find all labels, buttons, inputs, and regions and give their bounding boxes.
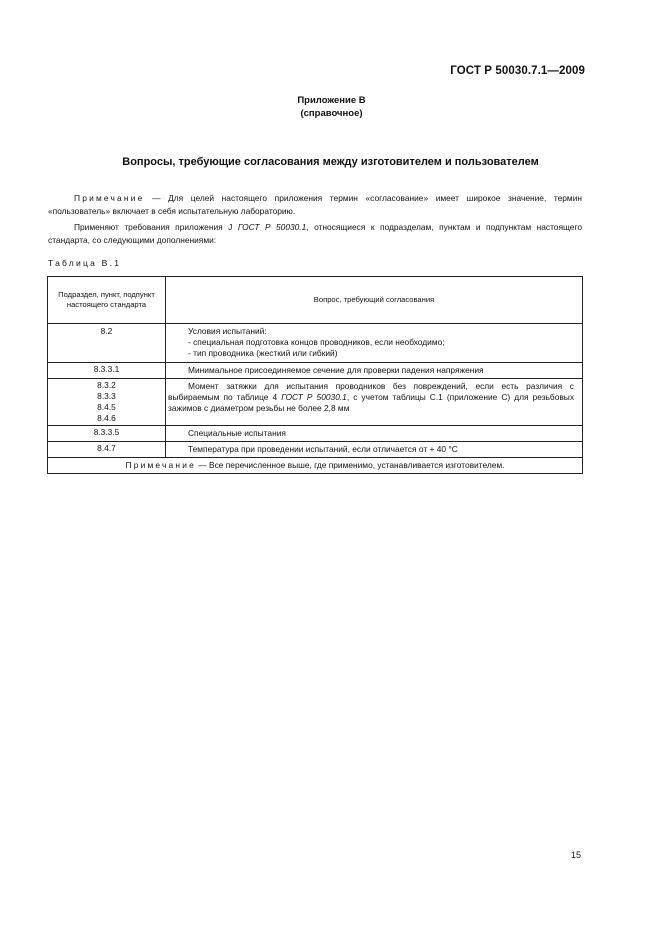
table-row bbox=[48, 426, 583, 442]
row-question bbox=[166, 379, 583, 426]
clause-line: 8.3.2 bbox=[97, 380, 116, 390]
row-clause: 8.4.7 bbox=[48, 442, 166, 458]
row-question: Минимальное присоединяемое сечение для проверки падения напряжения bbox=[166, 363, 583, 379]
note-text: — Для целей настоящего приложения термин «согласование» имеет широкое значение, термин «пользователь» включает в себя испытательную лабораторию. bbox=[48, 193, 582, 216]
row-question: Температура при проведении испытаний, если отличается от + 40 °С bbox=[166, 442, 583, 458]
requirements-paragraph bbox=[48, 221, 582, 246]
annex-subtitle: (справочное) bbox=[300, 108, 363, 119]
page-number: 15 bbox=[570, 850, 581, 860]
table-row bbox=[48, 442, 583, 458]
table-row bbox=[48, 379, 583, 426]
header-question: Вопрос, требующий согласования bbox=[166, 277, 583, 324]
agreement-table bbox=[47, 276, 583, 474]
row-question: Специальные испытания bbox=[166, 426, 583, 442]
table-row bbox=[48, 363, 583, 379]
table-note-label: Примечание bbox=[125, 460, 196, 470]
clause-line: 8.3.3 bbox=[97, 391, 116, 401]
row-question bbox=[166, 324, 583, 363]
annex-heading: Вопросы, требующие согласования между изготовителем и пользователем bbox=[122, 156, 539, 168]
table-note bbox=[48, 458, 583, 474]
table-caption: Таблица В.1 bbox=[48, 258, 122, 268]
table-note-text: — Все перечисленное выше, где применимо, устанавливается изготовителем. bbox=[195, 460, 505, 470]
annex-title-block bbox=[0, 94, 661, 120]
note-label: Примечание bbox=[74, 193, 145, 203]
standard-number: ГОСТ Р 50030.7.1—2009 bbox=[450, 65, 585, 77]
row-line: - специальная подготовка концов проводников, если необходимо; bbox=[188, 337, 445, 347]
table-row bbox=[48, 324, 583, 363]
annex-note bbox=[48, 192, 582, 217]
row-text-after: , с учетом таблицы С.1 (приложение С) для резьбовых зажимов с диаметром резьбы не более 2,8 мм bbox=[168, 392, 575, 413]
paragraph-before: Применяют требования приложения J bbox=[74, 222, 238, 232]
paragraph-after: , относящиеся к подразделам, пунктам и подпунктам настоящего стандарта, со следующими дополнениями: bbox=[48, 222, 582, 245]
row-clause: 8.3.3.1 bbox=[48, 363, 166, 379]
row-line: - тип проводника (жесткий или гибкий) bbox=[188, 348, 338, 358]
row-reference: ГОСТ Р 50030.1 bbox=[281, 392, 347, 402]
row-clause: 8.2 bbox=[48, 324, 166, 363]
row-text-before: Момент затяжки для испытания проводников без повреждений, если есть различия с выбираемым по таблице 4 bbox=[168, 381, 574, 402]
clause-line: 8.4.5 bbox=[97, 402, 116, 412]
clause-line: 8.4.6 bbox=[97, 413, 116, 423]
header-clause: Подраздел, пункт, подпункт настоящего стандарта bbox=[48, 277, 166, 324]
row-line: Условия испытаний: bbox=[188, 326, 267, 336]
annex-title: Приложение В bbox=[297, 95, 366, 106]
paragraph-reference: ГОСТ Р 50030.1 bbox=[237, 222, 307, 232]
table-note-row bbox=[48, 458, 583, 474]
row-clause: 8.3.3.5 bbox=[48, 426, 166, 442]
table-header-row bbox=[48, 277, 583, 324]
row-clause bbox=[48, 379, 166, 426]
